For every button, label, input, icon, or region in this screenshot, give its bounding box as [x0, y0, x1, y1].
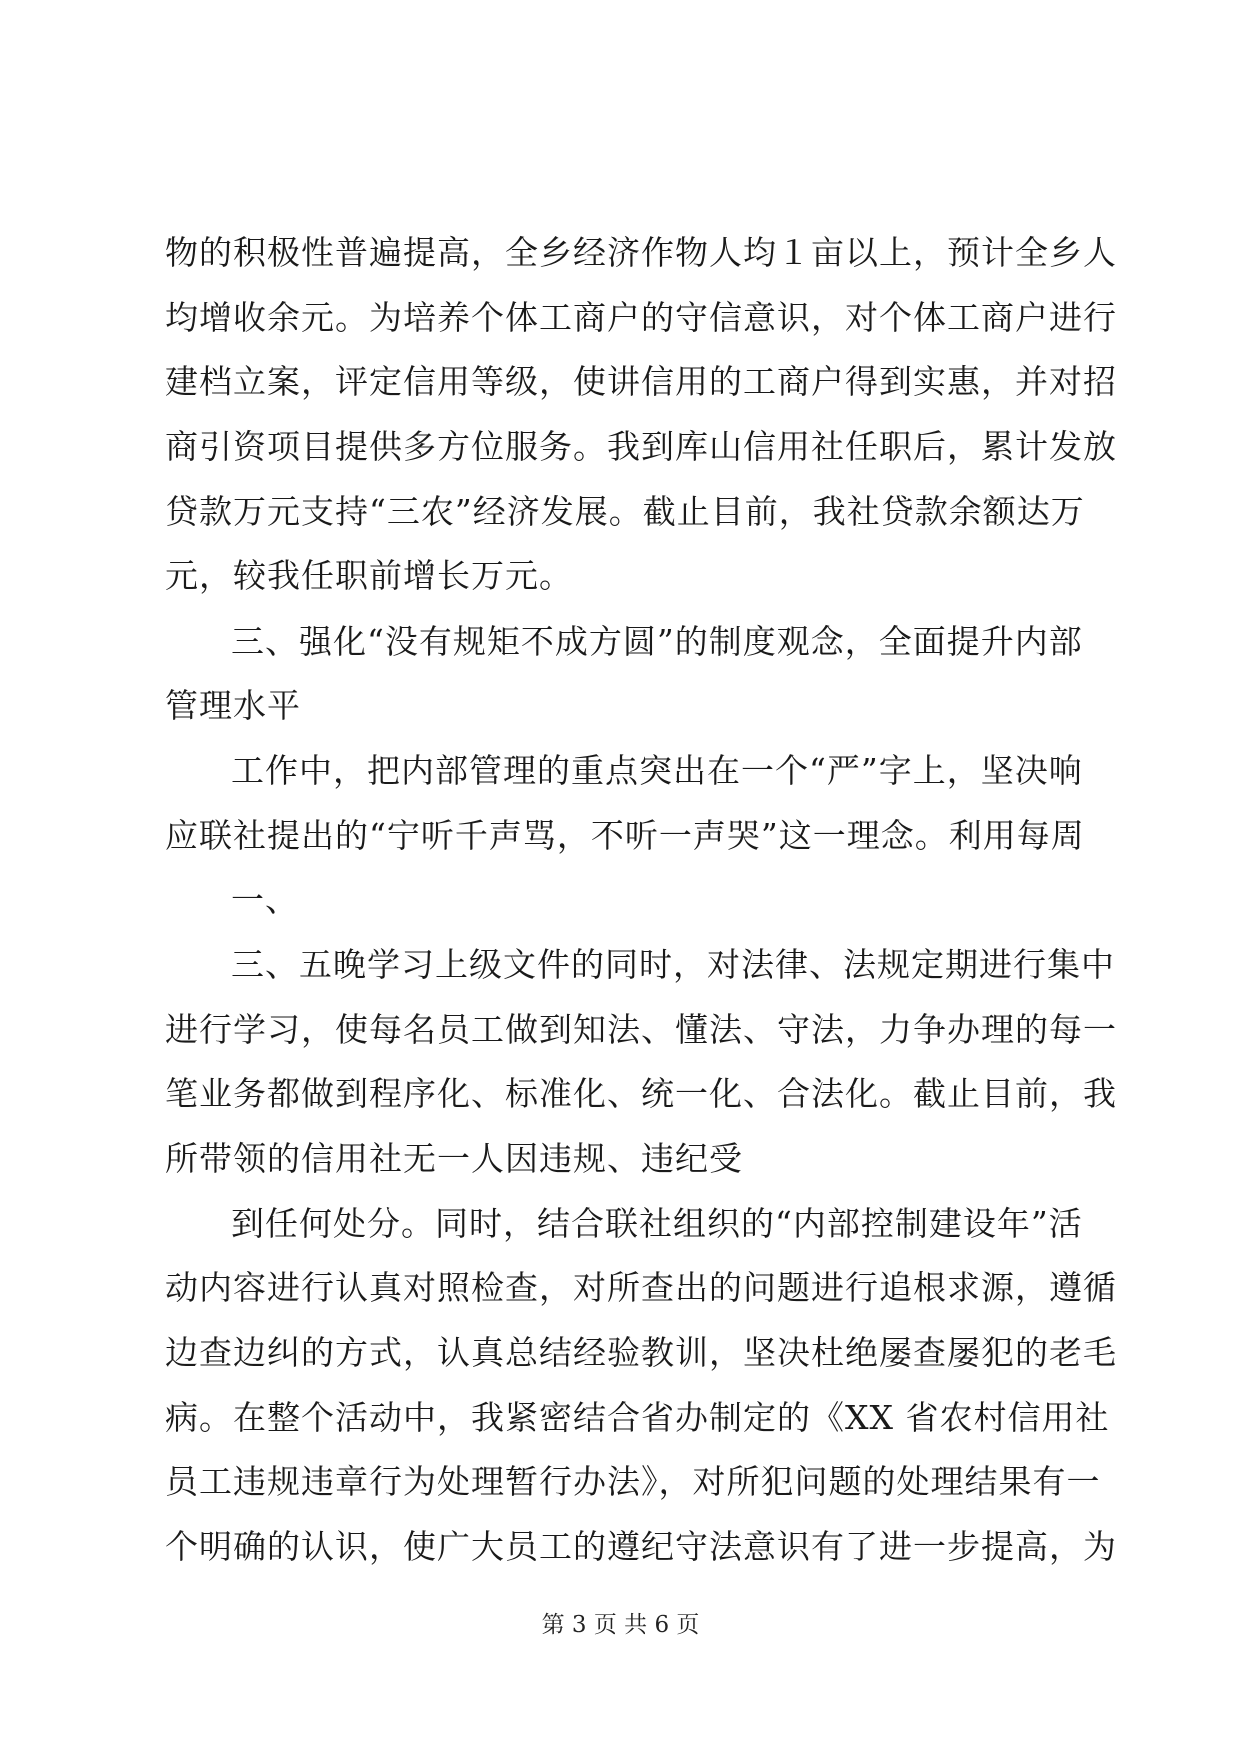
text-line: 到任何处分。同时，结合联社组织的“内部控制建设年”活 — [231, 1204, 1083, 1243]
section-heading-line: 三、强化“没有规矩不成方圆”的制度观念，全面提升内部 — [231, 622, 1083, 661]
text-line: 商引资项目提供多方位服务。我到库山信用社任职后，累计发放 — [165, 427, 1117, 466]
text-line: 一、 — [231, 880, 299, 919]
text-line: 建档立案，评定信用等级，使讲信用的工商户得到实惠，并对招 — [165, 362, 1117, 401]
text-line: 元，较我任职前增长万元。 — [165, 556, 573, 595]
text-line: 物的积极性普遍提高，全乡经济作物人均１亩以上，预计全乡人 — [165, 233, 1117, 272]
text-line: 应联社提出的“宁听千声骂，不听一声哭”这一理念。利用每周 — [165, 816, 1085, 855]
page-number-footer: 第 3 页 共 6 页 — [541, 1612, 700, 1638]
text-line: 个明确的认识，使广大员工的遵纪守法意识有了进一步提高，为 — [165, 1527, 1117, 1566]
text-line: 所带领的信用社无一人因违规、违纪受 — [165, 1139, 743, 1178]
text-line: 工作中，把内部管理的重点突出在一个“严”字上，坚决响 — [231, 751, 1083, 790]
text-line: 病。在整个活动中，我紧密结合省办制定的《XX 省农村信用社 — [165, 1398, 1110, 1437]
text-line: 均增收余元。为培养个体工商户的守信意识，对个体工商户进行 — [165, 298, 1117, 337]
text-line: 三、五晚学习上级文件的同时，对法律、法规定期进行集中 — [231, 945, 1115, 984]
section-heading-line: 管理水平 — [165, 686, 301, 725]
text-line: 贷款万元支持“三农”经济发展。截止目前，我社贷款余额达万 — [165, 492, 1085, 531]
text-line: 动内容进行认真对照检查，对所查出的问题进行追根求源，遵循 — [165, 1268, 1117, 1307]
text-line: 笔业务都做到程序化、标准化、统一化、合法化。截止目前，我 — [165, 1074, 1117, 1113]
text-line: 进行学习，使每名员工做到知法、懂法、守法，力争办理的每一 — [165, 1010, 1117, 1049]
text-line: 边查边纠的方式，认真总结经验教训，坚决杜绝屡查屡犯的老毛 — [165, 1333, 1117, 1372]
text-line: 员工违规违章行为处理暂行办法》，对所犯问题的处理结果有一 — [165, 1462, 1101, 1501]
